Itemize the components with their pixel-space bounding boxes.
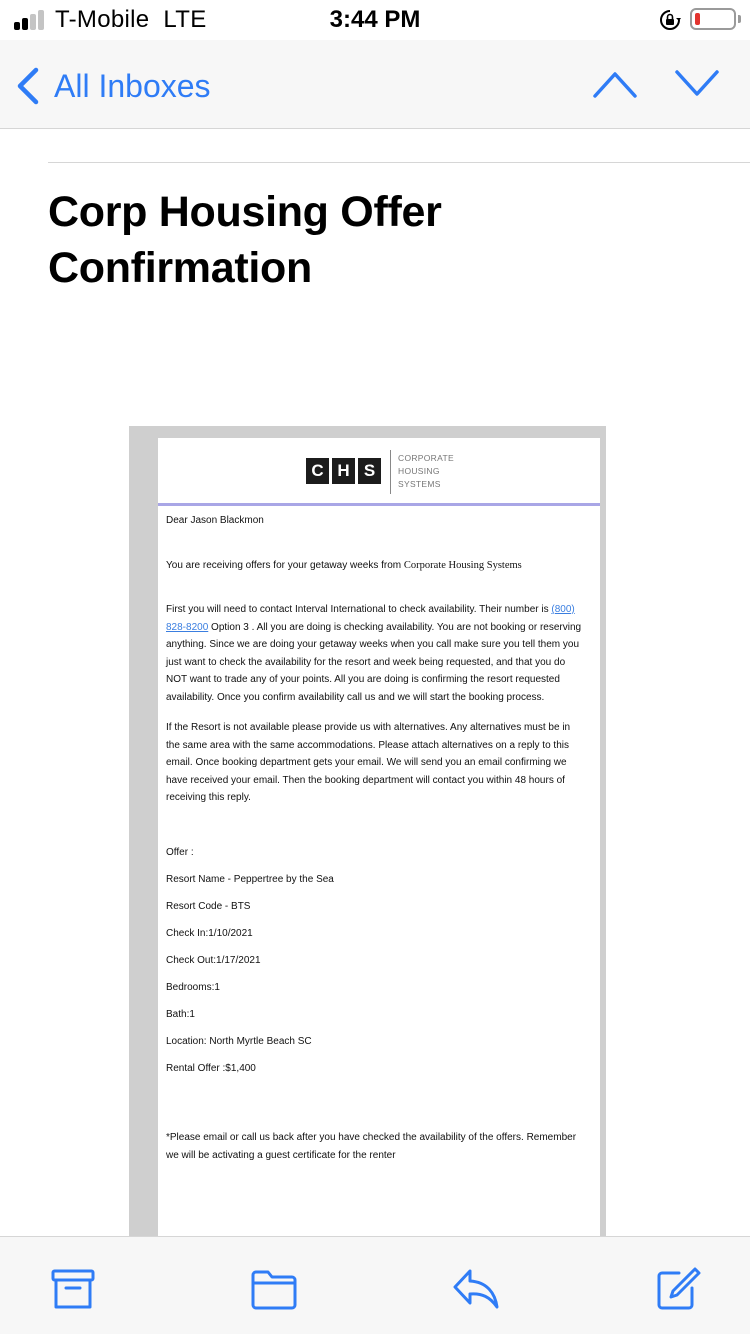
instructions-text-start: First you will need to contact Interval International to check availability. Their number is [166, 604, 552, 615]
offer-details [166, 871, 586, 1078]
orientation-lock-icon [659, 9, 681, 31]
logo-letter: S [358, 458, 381, 484]
compose-icon[interactable] [655, 1267, 703, 1311]
offer-line: Resort Code - BTS [166, 900, 251, 912]
bottom-toolbar [0, 1236, 750, 1334]
intro-text: You are receiving offers for your getaway weeks from [166, 559, 404, 571]
next-message-chevron-down-icon[interactable] [674, 66, 720, 102]
offer-line: Bath:1 [166, 1008, 195, 1020]
back-button[interactable] [14, 64, 211, 108]
email-letterhead [158, 438, 600, 506]
offer-line: Rental Offer :$1,400 [166, 1062, 256, 1074]
previous-message-chevron-up-icon[interactable] [592, 66, 638, 102]
offer-heading: Offer : [166, 846, 194, 858]
battery-icon [690, 8, 736, 30]
chevron-left-icon [14, 66, 42, 106]
navigation-bar [0, 40, 750, 129]
logo-wordmark [398, 452, 454, 491]
email-card [158, 438, 600, 1246]
offer-line: Bedrooms:1 [166, 981, 220, 993]
archive-icon[interactable] [49, 1267, 97, 1311]
logo-letter: C [306, 458, 329, 484]
instructions-text-end: Option 3 . All you are doing is checking availability. You are not booking or reserving anything. Since we are doing your getaway weeks when you call make sure you tell them you just want to check the availability for the resort and week being requested, and that you do NOT want to trade any of your points. All you are doing is confirming the resort requested availability. Once you confirm availability call us and we will start the booking process. [166, 621, 582, 703]
instructions-paragraph [166, 601, 586, 706]
logo-word: CORPORATE [398, 453, 454, 463]
offer-line: Resort Name - Peppertree by the Sea [166, 873, 334, 885]
chs-logo [306, 458, 384, 484]
alternatives-paragraph: If the Resort is not available please provide us with alternatives. Any alternatives must be in the same area with the same accommodations. Please attach alternatives on a reply to this email. Once booking department gets your email. We will send you an email confirming we have received your email. Then the booking department will contact you within 48 hours of receiving this reply. [166, 722, 571, 803]
back-button-label: All Inboxes [54, 67, 211, 104]
offer-line: Check In:1/10/2021 [166, 927, 253, 939]
greeting: Dear Jason Blackmon [166, 515, 264, 526]
header-divider [48, 162, 750, 163]
embedded-email-image[interactable] [129, 426, 606, 1246]
logo-word: HOUSING [398, 466, 440, 476]
reply-icon[interactable] [452, 1267, 500, 1311]
intro-company: Corporate Housing Systems [403, 559, 522, 571]
folder-icon[interactable] [250, 1267, 298, 1311]
footer-note: *Please email or call us back after you have checked the availability of the offers. Remember we will be activating a guest certificate for the renter [166, 1132, 577, 1161]
offer-line: Location: North Myrtle Beach SC [166, 1035, 312, 1047]
logo-word: SYSTEMS [398, 479, 441, 489]
email-body [166, 510, 586, 1164]
status-bar [0, 0, 750, 40]
offer-line: Check Out:1/17/2021 [166, 954, 261, 966]
battery-cap [738, 15, 741, 23]
intro-paragraph [166, 557, 586, 575]
logo-separator [390, 450, 391, 494]
battery-level [695, 13, 700, 25]
carrier-name: T-Mobile [55, 6, 150, 33]
network-type: LTE [163, 6, 207, 33]
logo-letter: H [332, 458, 355, 484]
status-time: 3:44 PM [329, 6, 421, 33]
message-subject: Corp Housing Offer Confirmation [48, 188, 442, 292]
phone-link[interactable]: (800) 828-8200 [166, 604, 575, 633]
